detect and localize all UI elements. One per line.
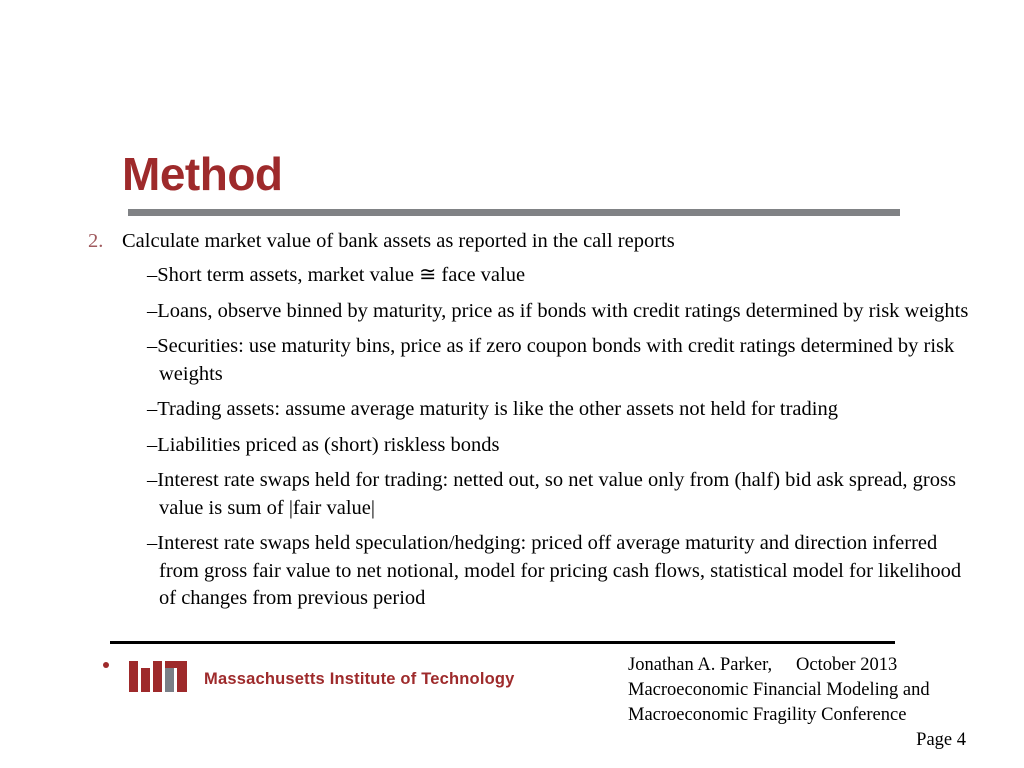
attribution-date: October 2013 [796,655,898,675]
dash-marker: – [147,264,158,286]
sub-bullet-text: Short term assets, market value ≅ face value [157,264,526,286]
dash-marker: – [147,532,158,554]
content-body [88,228,978,621]
dash-marker: – [147,335,158,357]
attribution-author: Jonathan A. Parker, [628,655,773,675]
mit-logo-bar [141,668,150,692]
mit-logo-crossbar [165,661,187,668]
sub-bullet-liabilities [88,432,978,460]
numbered-list-item [88,228,978,255]
sub-bullet-short-term-assets [88,262,978,290]
mit-logo [129,661,187,692]
sub-bullet-text: Interest rate swaps held speculation/hedging: priced off average maturity and direction inferred from gross fair value to net notional, model for pricing cash flows, statistical model for likelihood of changes from previous period [157,532,962,609]
mit-logo-bar [177,668,187,692]
attribution-conference-line-2: Macroeconomic Fragility Conference [628,705,907,725]
mit-wordmark: Massachusetts Institute of Technology [204,670,515,688]
footer-attribution [628,653,988,753]
footer-divider [110,641,895,644]
sub-bullet-trading-assets [88,396,978,424]
footer-bullet-dot [103,662,109,668]
dash-marker: – [147,469,158,491]
page-number: Page 4 [916,730,966,750]
list-item-number: 2. [88,230,104,252]
sub-bullet-swaps-speculation [88,530,978,613]
sub-bullet-securities [88,333,978,388]
sub-bullet-text: Securities: use maturity bins, price as if zero coupon bonds with credit ratings determined by risk weights [157,335,955,385]
sub-bullet-swaps-trading [88,467,978,522]
sub-bullet-text: Loans, observe binned by maturity, price as if bonds with credit ratings determined by risk weights [157,299,969,322]
page-title: Method [122,148,283,200]
attribution-conference-line-1: Macroeconomic Financial Modeling and [628,680,930,700]
mit-logo-bar [153,661,162,692]
dash-marker: – [147,398,158,420]
sub-bullet-text: Trading assets: assume average maturity is like the other assets not held for trading [157,398,838,420]
dash-marker: – [147,433,158,456]
list-item-text: Calculate market value of bank assets as reported in the call reports [122,230,675,252]
dash-marker: – [147,299,158,322]
sub-bullet-loans [88,298,978,326]
title-divider [128,209,900,216]
sub-bullet-text: Interest rate swaps held for trading: netted out, so net value only from (half) bid ask spread, gross value is sum of |fair value| [157,469,956,519]
sub-bullet-text: Liabilities priced as (short) riskless bonds [157,433,500,456]
title-block [122,148,912,200]
attribution-row-author-date [628,653,988,678]
mit-logo-bar [129,661,138,692]
mit-logo-bar-gray [165,668,174,692]
